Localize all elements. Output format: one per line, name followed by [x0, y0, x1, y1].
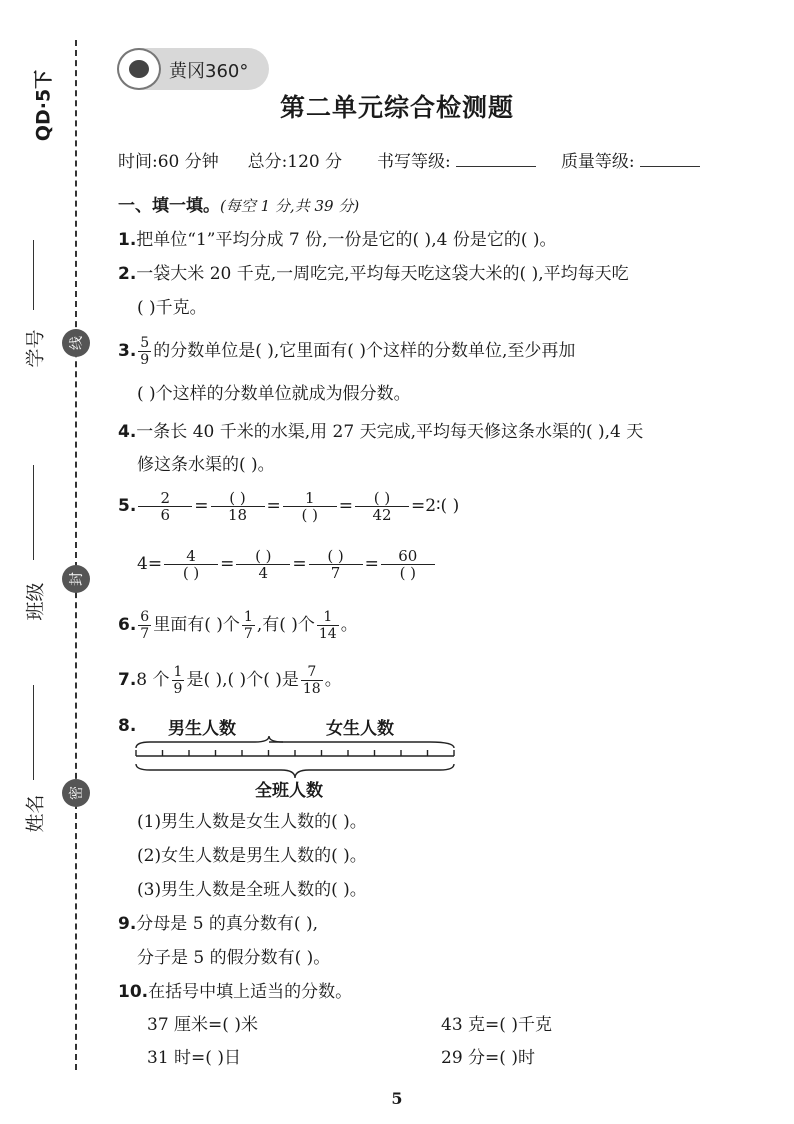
question-3: 3. $\frac{5}{9}$ 的分数单位是( ),它里面有( )个这样的分数单位,至少再加 — [118, 335, 576, 368]
denominator[interactable]: 6 — [160, 506, 171, 524]
student-number-label: 学号 — [24, 329, 47, 368]
question-4-cont: 修这条水渠的( )。 — [137, 455, 275, 475]
operator: = — [338, 496, 354, 516]
exam-meta — [118, 147, 700, 172]
brand-logo-icon — [117, 48, 161, 90]
numerator[interactable]: 2 — [138, 490, 192, 507]
question-1: 1.把单位“1”平均分成 7 份,一份是它的( ),4 份是它的( )。 — [118, 230, 557, 250]
total-score: 总分:120 分 — [247, 152, 343, 172]
fraction: $\frac{6}{7}$ — [140, 609, 150, 642]
name-label: 姓名 — [24, 794, 47, 833]
section-heading: 一、填一填。(每空 1 分,共 39 分) — [118, 196, 360, 216]
question-4: 4.一条长 40 千米的水渠,用 27 天完成,平均每天修这条水渠的( ),4 天 — [118, 422, 644, 442]
student-number-line[interactable] — [33, 240, 34, 310]
numerator[interactable]: 4 — [164, 548, 218, 565]
fraction — [164, 548, 218, 581]
girls-brace — [269, 742, 454, 748]
operator: =2∶( ) — [411, 496, 460, 516]
question-9-cont: 分子是 5 的假分数有( )。 — [137, 948, 331, 968]
page-number: 5 — [391, 1089, 403, 1108]
fraction — [283, 490, 337, 523]
fraction — [309, 548, 363, 581]
denominator[interactable]: 18 — [228, 506, 248, 524]
question-3-cont: ( )个这样的分数单位就成为假分数。 — [137, 384, 411, 404]
question-8-sub2: (2)女生人数是男生人数的( )。 — [137, 846, 367, 866]
operator: = — [292, 554, 307, 574]
seal-feng-mark: 封 — [62, 565, 90, 593]
class-line[interactable] — [33, 465, 34, 560]
conversion-d: 29 分=( )时 — [441, 1048, 535, 1068]
fraction — [355, 490, 409, 523]
time-limit: 时间:60 分钟 — [118, 152, 219, 172]
fraction — [236, 548, 290, 581]
denominator[interactable]: 7 — [330, 564, 341, 582]
conversion-b: 43 克=( )千克 — [441, 1015, 552, 1035]
numerator[interactable]: 60 — [381, 548, 435, 565]
numerator[interactable]: ( ) — [355, 490, 409, 507]
binding-dashed-line — [75, 40, 77, 1070]
question-10: 10.在括号中填上适当的分数。 — [118, 982, 353, 1002]
fraction: $\frac{1}{7}$ — [243, 609, 253, 642]
conversion-a: 37 厘米=( )米 — [147, 1015, 258, 1035]
denominator[interactable]: ( ) — [399, 564, 417, 582]
writing-grade-field[interactable] — [456, 166, 536, 167]
writing-grade-label: 书写等级: — [376, 152, 451, 172]
operator: = — [266, 496, 281, 516]
question-8-sub1: (1)男生人数是女生人数的( )。 — [137, 812, 367, 832]
question-6: 6. $\frac{6}{7}$ 里面有( )个 $\frac{1}{7}$ ,有( )个 $\frac{1}{14}$ 。 — [118, 609, 358, 642]
question-8-sub3: (3)男生人数是全班人数的( )。 — [137, 880, 367, 900]
fraction — [211, 490, 265, 523]
boys-brace — [136, 736, 283, 748]
fraction: $\frac{7}{18}$ — [302, 664, 321, 697]
question-2-cont: ( )千克。 — [137, 298, 207, 318]
question-7: 7.8 个 $\frac{1}{9}$ 是( ),( )个( )是 $\frac{7}{18}$ 。 — [118, 664, 342, 697]
quality-grade-field[interactable] — [640, 166, 700, 167]
seal-line-mark: 线 — [62, 329, 90, 357]
operator: = — [364, 554, 379, 574]
brand-name: 黄冈360° — [169, 61, 249, 82]
seal-mi-mark: 密 — [62, 779, 90, 807]
question-5-row2: 4= $\frac{4}{( )}$ = $\frac{( )}{4}$ = $\frac{( )}{7}$ = $\frac{60}{( )}$ — [137, 548, 437, 581]
operator: = — [220, 554, 235, 574]
total-count-label: 全班人数 — [255, 781, 323, 801]
fraction: $\frac{1}{9}$ — [173, 664, 183, 697]
question-9: 9.分母是 5 的真分数有( ), — [118, 914, 318, 934]
numerator[interactable]: ( ) — [236, 548, 290, 565]
question-2: 2.一袋大米 20 千克,一周吃完,平均每天吃这袋大米的( ),平均每天吃 — [118, 264, 629, 284]
boys-count-label: 男生人数 — [168, 719, 236, 739]
series-code: QD·5下 — [32, 69, 55, 142]
quality-grade-label: 质量等级: — [560, 152, 635, 172]
denominator[interactable]: ( ) — [182, 564, 200, 582]
brand-badge — [117, 48, 269, 90]
numerator[interactable]: ( ) — [211, 490, 265, 507]
numerator[interactable]: 1 — [283, 490, 337, 507]
denominator[interactable]: 42 — [372, 506, 392, 524]
class-label: 班级 — [24, 582, 47, 621]
fraction — [381, 548, 435, 581]
denominator[interactable]: ( ) — [301, 506, 319, 524]
fraction: $\frac{1}{14}$ — [318, 609, 337, 642]
fraction: $\frac{5}{9}$ — [140, 335, 150, 368]
question-5-row1: 5. $\frac{2}{6}$ = $\frac{( )}{18}$ = $\frac{1}{( )}$ = $\frac{( )}{42}$ =2∶( ) — [118, 489, 460, 524]
conversion-c: 31 时=( )日 — [147, 1048, 241, 1068]
girls-count-label: 女生人数 — [326, 719, 394, 739]
numerator[interactable]: ( ) — [309, 548, 363, 565]
denominator[interactable]: 4 — [258, 564, 269, 582]
fraction — [138, 490, 192, 523]
question-8: 8. — [118, 716, 137, 736]
question-1-text: 把单位“1”平均分成 7 份,一份是它的( ),4 份是它的( )。 — [136, 230, 557, 250]
operator: = — [194, 496, 209, 516]
name-line[interactable] — [33, 685, 34, 780]
page-title: 第二单元综合检测题 — [279, 93, 514, 122]
